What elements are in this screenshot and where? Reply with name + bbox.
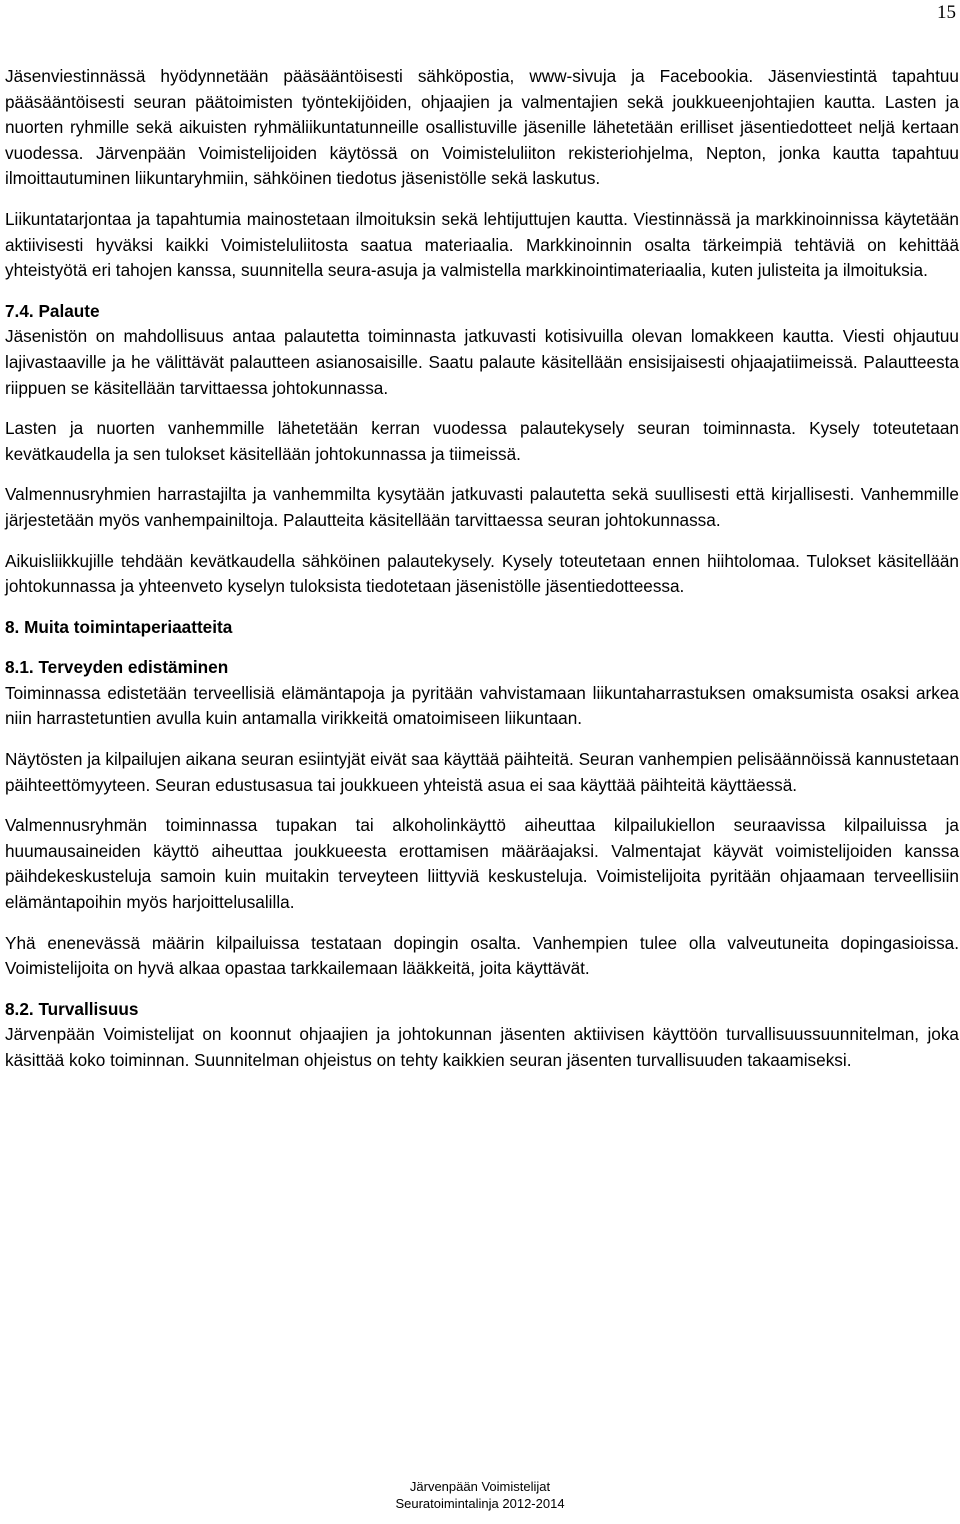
paragraph-marketing: Liikuntatarjontaa ja tapahtumia mainostetaan ilmoituksin sekä lehtijuttujen kautta. Viestinnässä ja markkinoinnissa käytetään aktiivisesti hyväksi kaikki Voimisteluliitosta saatua materiaalia. Markkinoinnin osalta tärkeimpiä tehtäviä on kehittää yhteistyötä eri tahojen kanssa, suunnitella seura-asuja ja valmistella markkinointimateriaalia, kuten julisteita ja ilmoituksia. [5,208,959,281]
paragraph-adult-survey: Aikuisliikkujille tehdään kevätkaudella sähköinen palautekysely. Kysely toteutetaan ennen hiihtolomaa. Tulokset käsitellään johtokunnassa ja yhteenveto kyselyn tuloksista tiedotetaan jäsenistölle jäsentiedotteessa. [5,550,959,597]
paragraph-parents-survey: Lasten ja nuorten vanhemmille lähetetään kerran vuodessa palautekysely seuran toiminnasta. Kysely toteutetaan kevätkaudella ja sen tulokset käsitellään johtokunnassa ja tiimeissä. [5,418,959,464]
paragraph-member-communication: Jäsenviestinnässä hyödynnetään pääsääntöisesti sähköpostia, www-sivuja ja Facebookia. Jäsenviestintä tapahtuu pääsääntöisesti seuran päätoimisten työntekijöiden, ohjaajien ja valmentajien sekä joukkueenjohtajien kautta. Lasten ja nuorten ryhmille sekä aikuisten ryhmäliikuntatunneille osallistuville jäsenille lähetetään erilliset jäsentiedotteet neljä kertaan vuodessa. Järvenpään Voimistelijoiden käytössä on Voimisteluliiton rekisteriohjelma, Nepton, jonka kautta tapahtuu ilmoittautuminen liikuntaryhmiin, sähköinen tiedotus jäsenistölle sekä laskutus. [5,66,959,189]
paragraph-feedback-form: Jäsenistön on mahdollisuus antaa palautetta toiminnasta jatkuvasti kotisivuilla olevan lomakkeen kautta. Viesti ohjautuu lajivastaaville ja he välittävät palautteen asianosaisille. Saatu palaute käsitellään ensisijaisesti ohjaajatiimeissä. Palautteesta riippuen se käsitellään tarvittaessa johtokunnassa. [5,326,959,398]
heading-feedback: 7.4. Palaute [5,300,100,321]
footer-document-title: Seuratoimintalinja 2012-2014 [395,1496,565,1511]
heading-health-promotion: 8.1. Terveyden edistäminen [5,657,229,678]
page-footer [0,1478,960,1512]
heading-safety: 8.2. Turvallisuus [5,998,139,1019]
footer-organization: Järvenpään Voimistelijat [409,1479,551,1494]
paragraph-coaching-feedback: Valmennusryhmien harrastajilta ja vanhemmilta kysytään jatkuvasti palautetta sekä suullisesti että kirjallisesti. Vanhemmille järjestetään myös vanhempainiltoja. Palautteita käsitellään tarvittaessa seuran johtokunnassa. [5,484,959,530]
document-body [5,64,959,1089]
paragraph-coaching-substance-rules: Valmennusryhmän toiminnassa tupakan tai alkoholinkäyttö aiheuttaa kilpailukiellon seuraavissa kilpailuissa ja huumausaineiden käyttö aiheuttaa joukkueesta erottamisen määräajaksi. Valmentajat käyvät voimistelijoiden kanssa päihdekeskusteluja samoin kuin muitakin terveyteen liittyviä keskusteluja. Voimistelijoita pyritään ohjaamaan terveellisiin elämäntapoihin myös harjoittelusalilla. [5,815,959,913]
page-number: 15 [937,2,956,23]
paragraph-healthy-lifestyle: Toiminnassa edistetään terveellisiä elämäntapoja ja pyritään vahvistamaan liikuntaharrastuksen omaksumista osaksi arkea niin harrastetuntien avulla kuin antamalla virikkeitä omatoimiseen liikuntaan. [5,682,959,729]
paragraph-safety-plan: Järvenpään Voimistelijat on koonnut ohjaajien ja johtokunnan jäsenten aktiivisen käyttöön turvallisuussuunnitelman, joka käsittää koko toiminnan. Suunnitelman ohjeistus on tehty kaikkien seuran jäsenten turvallisuuden takaamiseksi. [5,1024,959,1070]
heading-other-principles: 8. Muita toimintaperiaatteita [5,616,233,637]
paragraph-substances-at-events: Näytösten ja kilpailujen aikana seuran esiintyjät eivät saa käyttää päihteitä. Seuran vanhempien pelisäännöissä kannustetaan päihteettömyyteen. Seuran edustusasua tai joukkueen yhteistä asua ei saa käyttää päihteitä käyttäessä. [5,749,959,795]
paragraph-doping: Yhä enenevässä määrin kilpailuissa testataan dopingin osalta. Vanhempien tulee olla valveutuneita dopingasioissa. Voimistelijoita on hyvä alkaa opastaa tarkkailemaan lääkkeitä, joita käyttävät. [5,932,959,979]
